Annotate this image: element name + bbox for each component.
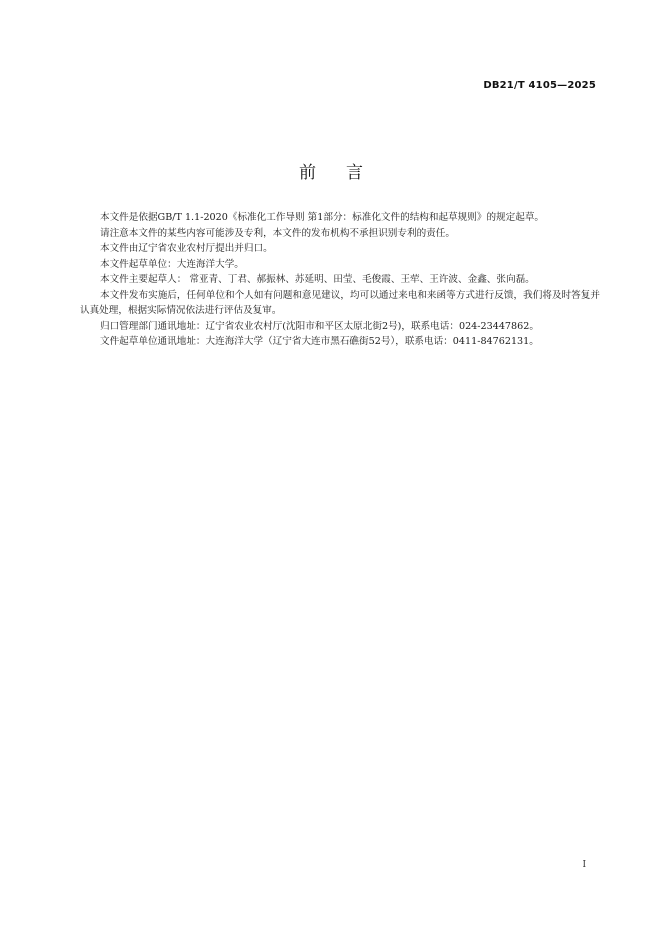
paragraph-authority-address: 归口管理部门通讯地址：辽宁省农业农村厅(沈阳市和平区太原北街2号)，联系电话：024-23447862。 — [100, 320, 539, 332]
page-number: I — [582, 860, 586, 870]
paragraph-patent-notice: 请注意本文件的某些内容可能涉及专利，本文件的发布机构不承担识别专利的责任。 — [100, 227, 455, 239]
paragraph-drafting-unit: 本文件起草单位：大连海洋大学。 — [100, 258, 244, 270]
page-title — [0, 158, 662, 183]
paragraph-feedback: 本文件发布实施后，任何单位和个人如有问题和意见建议，均可以通过来电和来函等方式进行反馈，我们将及时答复并认真处理，根据实际情况依法进行评估及复审。 — [80, 289, 600, 316]
title-char-2: 言 — [346, 163, 363, 183]
title-char-1: 前 — [299, 163, 316, 183]
paragraph-drafting-unit-address: 文件起草单位通讯地址：大连海洋大学（辽宁省大连市黑石礁街52号），联系电话：0411-84762131。 — [100, 336, 539, 347]
paragraph-drafters: 本文件主要起草人： 常亚青、丁君、郝振林、苏延明、田莹、毛俊霞、王荦、王许波、金鑫、张向磊。 — [100, 274, 535, 285]
paragraph-standard-basis: 本文件是依据GB/T 1.1-2020《标准化工作导则 第1部分：标准化文件的结构和起草规则》的规定起草。 — [100, 212, 545, 223]
document-code: DB21/T 4105—2025 — [483, 80, 596, 91]
paragraph-proposer: 本文件由辽宁省农业农村厅提出并归口。 — [100, 243, 273, 254]
foreword-body — [80, 210, 600, 350]
